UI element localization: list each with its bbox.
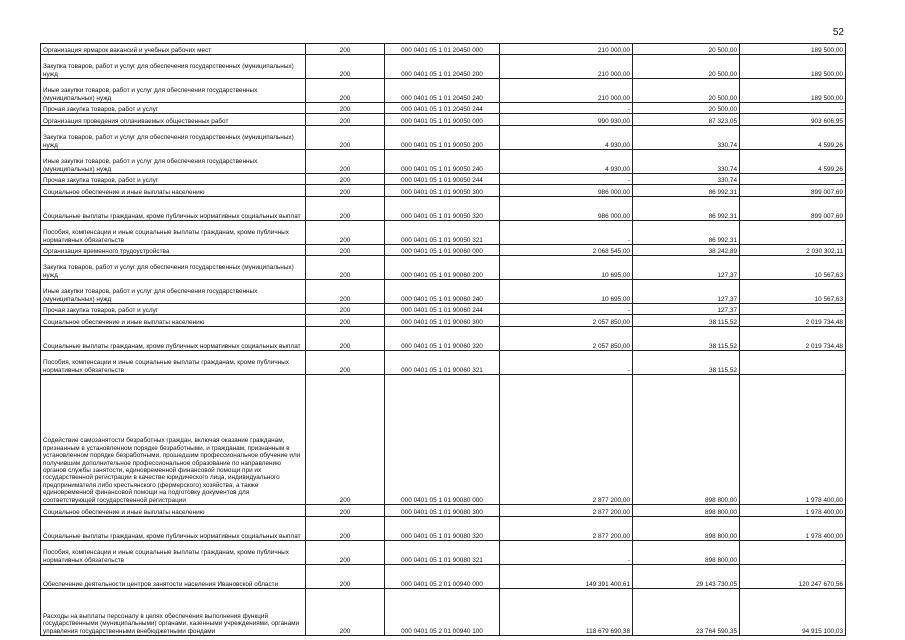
row-amount-approved: - (500, 304, 633, 315)
table-row (41, 197, 846, 221)
table-row (41, 185, 846, 197)
row-code: 200 (306, 174, 385, 185)
table-row (41, 517, 846, 541)
row-amount-remaining: 2 019 734,48 (740, 315, 846, 327)
row-classifier: 000 0401 05 1 01 90060 240 (385, 280, 500, 304)
row-classifier: 000 0401 05 1 01 90060 200 (385, 256, 500, 280)
row-amount-approved: 2 877 200,00 (500, 375, 633, 505)
row-name: Социальное обеспечение и иные выплаты населению (41, 185, 306, 197)
row-name: Организация проведения оплачиваемых общественных работ (41, 114, 306, 126)
row-code: 200 (306, 44, 385, 55)
row-amount-executed: 86 992,31 (633, 197, 740, 221)
row-classifier: 000 0401 05 1 01 20450 200 (385, 55, 500, 79)
row-name: Обеспечение деятельности центров занятости населения Ивановской области (41, 565, 306, 589)
table-row (41, 114, 846, 126)
row-amount-remaining: 189 500,00 (740, 44, 846, 55)
row-name: Пособия, компенсации и иные социальные выплаты гражданам, кроме публичных нормативных обязательств (41, 351, 306, 375)
table-row (41, 565, 846, 589)
row-amount-remaining: 903 606,95 (740, 114, 846, 126)
row-name: Социальные выплаты гражданам, кроме публичных нормативных социальных выплат (41, 197, 306, 221)
row-amount-approved: 986 000,00 (500, 197, 633, 221)
row-amount-remaining: 189 500,00 (740, 55, 846, 79)
row-code: 200 (306, 315, 385, 327)
row-amount-executed: 330,74 (633, 174, 740, 185)
row-amount-remaining: 189 500,00 (740, 79, 846, 103)
table-row (41, 55, 846, 79)
row-amount-approved: - (500, 174, 633, 185)
row-amount-approved: 149 391 400,61 (500, 565, 633, 589)
table-row (41, 174, 846, 185)
table-row (41, 245, 846, 256)
row-amount-remaining: 4 599,26 (740, 150, 846, 174)
row-code: 200 (306, 304, 385, 315)
row-name: Иные закупки товаров, работ и услуг для обеспечения государственных (муниципальных) нужд (41, 280, 306, 304)
table-row (41, 221, 846, 245)
row-amount-executed: 127,37 (633, 280, 740, 304)
row-code: 200 (306, 185, 385, 197)
row-amount-remaining: - (740, 174, 846, 185)
table-row (41, 541, 846, 565)
row-amount-executed: 38 115,52 (633, 327, 740, 351)
row-classifier: 000 0401 05 1 01 90080 300 (385, 505, 500, 517)
row-amount-approved: - (500, 221, 633, 245)
row-amount-executed: 23 764 590,35 (633, 589, 740, 636)
row-code: 200 (306, 256, 385, 280)
row-amount-remaining: 899 007,69 (740, 197, 846, 221)
row-amount-executed: 20 500,00 (633, 103, 740, 114)
row-name: Закупка товаров, работ и услуг для обеспечения государственных (муниципальных) нужд (41, 126, 306, 150)
row-amount-approved: 2 068 545,00 (500, 245, 633, 256)
row-amount-remaining: 1 978 400,00 (740, 505, 846, 517)
row-amount-approved: 210 000,00 (500, 79, 633, 103)
row-code: 200 (306, 103, 385, 114)
row-name: Закупка товаров, работ и услуг для обеспечения государственных (муниципальных) нужд (41, 55, 306, 79)
row-amount-executed: 86 992,31 (633, 185, 740, 197)
row-amount-remaining: - (740, 541, 846, 565)
row-name: Закупка товаров, работ и услуг для обеспечения государственных (муниципальных) нужд (41, 256, 306, 280)
row-code: 200 (306, 126, 385, 150)
row-amount-executed: 898 800,00 (633, 541, 740, 565)
row-name: Расходы на выплаты персоналу в целях обеспечения выполнения функций государственными (муниципальными) органами, казенными учреждениями, органами управления государственными внебюджетными фондами (41, 589, 306, 636)
table-row (41, 327, 846, 351)
row-amount-approved: 2 877 200,00 (500, 517, 633, 541)
table-row (41, 589, 846, 636)
row-amount-executed: 29 143 730,05 (633, 565, 740, 589)
row-amount-executed: 127,37 (633, 304, 740, 315)
table-row (41, 44, 846, 55)
row-classifier: 000 0401 05 1 01 90060 244 (385, 304, 500, 315)
row-code: 200 (306, 221, 385, 245)
row-amount-executed: 20 500,00 (633, 79, 740, 103)
row-amount-executed: 20 500,00 (633, 55, 740, 79)
row-code: 200 (306, 79, 385, 103)
row-name: Социальные выплаты гражданам, кроме публичных нормативных социальных выплат (41, 517, 306, 541)
row-classifier: 000 0401 05 1 01 90050 240 (385, 150, 500, 174)
row-amount-remaining: - (740, 221, 846, 245)
row-name: Организация временного трудоустройства (41, 245, 306, 256)
row-classifier: 000 0401 05 1 01 20450 000 (385, 44, 500, 55)
row-code: 200 (306, 280, 385, 304)
page-number: 52 (832, 27, 844, 38)
row-amount-executed: 87 323,05 (633, 114, 740, 126)
row-amount-executed: 20 500,00 (633, 44, 740, 55)
row-amount-remaining: - (740, 304, 846, 315)
row-code: 200 (306, 517, 385, 541)
row-amount-approved: 990 930,00 (500, 114, 633, 126)
row-amount-approved: 2 057 850,00 (500, 327, 633, 351)
row-classifier: 000 0401 05 1 01 20450 240 (385, 79, 500, 103)
row-name: Пособия, компенсации и иные социальные выплаты гражданам, кроме публичных нормативных обязательств (41, 221, 306, 245)
row-name: Иные закупки товаров, работ и услуг для обеспечения государственных (муниципальных) нужд (41, 150, 306, 174)
row-classifier: 000 0401 05 1 01 90050 244 (385, 174, 500, 185)
row-name: Пособия, компенсации и иные социальные выплаты гражданам, кроме публичных нормативных обязательств (41, 541, 306, 565)
row-amount-executed: 898 800,00 (633, 375, 740, 505)
row-classifier: 000 0401 05 1 01 90050 200 (385, 126, 500, 150)
row-name: Содействие самозанятости безработных граждан, включая оказание гражданам, признанным в установленном порядке безработными, и гражданам, признанным в установленном порядке безработными, прошедшим профессиональное обучение или получившим дополнительное профессиональное образование по направлению органов службы занятости, единовременной финансовой помощи при их государственной регистрации в качестве юридического лица, индивидуального предпринимателя либо крестьянского (фермерского) хозяйства, а также единовременной финансовой помощи на подготовку документов для соответствующей государственной регистрации (41, 375, 306, 505)
row-name: Социальные выплаты гражданам, кроме публичных нормативных социальных выплат (41, 327, 306, 351)
row-amount-remaining: 2 030 302,11 (740, 245, 846, 256)
row-amount-approved: - (500, 541, 633, 565)
row-classifier: 000 0401 05 2 01 00940 000 (385, 565, 500, 589)
row-code: 200 (306, 541, 385, 565)
row-classifier: 000 0401 05 1 01 90060 320 (385, 327, 500, 351)
row-amount-remaining: 94 915 100,03 (740, 589, 846, 636)
row-code: 200 (306, 327, 385, 351)
row-code: 200 (306, 589, 385, 636)
table-row (41, 79, 846, 103)
row-code: 200 (306, 505, 385, 517)
table-row (41, 256, 846, 280)
row-classifier: 000 0401 05 1 01 20450 244 (385, 103, 500, 114)
row-classifier: 000 0401 05 1 01 90050 000 (385, 114, 500, 126)
row-amount-remaining: 120 247 670,56 (740, 565, 846, 589)
row-amount-remaining: 1 978 400,00 (740, 375, 846, 505)
row-name: Организация ярмарок вакансий и учебных рабочих мест (41, 44, 306, 55)
row-amount-remaining: 899 007,69 (740, 185, 846, 197)
table-row (41, 280, 846, 304)
row-code: 200 (306, 150, 385, 174)
row-amount-approved: 4 930,00 (500, 126, 633, 150)
table-row (41, 150, 846, 174)
row-amount-remaining: 1 978 400,00 (740, 517, 846, 541)
row-code: 200 (306, 55, 385, 79)
row-code: 200 (306, 245, 385, 256)
row-code: 200 (306, 114, 385, 126)
table-row (41, 126, 846, 150)
row-name: Социальное обеспечение и иные выплаты населению (41, 315, 306, 327)
row-amount-remaining: 4 599,26 (740, 126, 846, 150)
row-amount-approved: 210 000,00 (500, 55, 633, 79)
row-amount-approved: - (500, 351, 633, 375)
table-row (41, 505, 846, 517)
row-amount-approved: 4 930,00 (500, 150, 633, 174)
row-amount-approved: 210 000,00 (500, 44, 633, 55)
row-classifier: 000 0401 05 1 01 90060 000 (385, 245, 500, 256)
row-amount-executed: 127,37 (633, 256, 740, 280)
row-name: Прочая закупка товаров, работ и услуг (41, 103, 306, 114)
row-code: 200 (306, 375, 385, 505)
row-name: Прочая закупка товаров, работ и услуг (41, 174, 306, 185)
row-amount-executed: 898 800,00 (633, 505, 740, 517)
row-classifier: 000 0401 05 1 01 90060 300 (385, 315, 500, 327)
row-amount-approved: 2 057 850,00 (500, 315, 633, 327)
row-code: 200 (306, 197, 385, 221)
table-row (41, 315, 846, 327)
row-amount-remaining: 10 567,63 (740, 280, 846, 304)
row-code: 200 (306, 351, 385, 375)
row-amount-executed: 330,74 (633, 150, 740, 174)
row-amount-remaining: - (740, 103, 846, 114)
budget-table (40, 43, 846, 636)
row-classifier: 000 0401 05 1 01 90080 320 (385, 517, 500, 541)
row-amount-approved: 986 000,00 (500, 185, 633, 197)
row-classifier: 000 0401 05 1 01 90080 321 (385, 541, 500, 565)
row-amount-remaining: - (740, 351, 846, 375)
row-classifier: 000 0401 05 2 01 00940 100 (385, 589, 500, 636)
row-amount-approved: 2 877 200,00 (500, 505, 633, 517)
row-name: Социальное обеспечение и иные выплаты населению (41, 505, 306, 517)
row-amount-remaining: 2 019 734,48 (740, 327, 846, 351)
table-row (41, 351, 846, 375)
table-row (41, 304, 846, 315)
row-amount-approved: 10 695,00 (500, 256, 633, 280)
row-classifier: 000 0401 05 1 01 90050 321 (385, 221, 500, 245)
table-row (41, 375, 846, 505)
row-amount-approved: 10 695,00 (500, 280, 633, 304)
row-amount-executed: 38 242,89 (633, 245, 740, 256)
row-amount-approved: 118 679 690,38 (500, 589, 633, 636)
row-amount-executed: 38 115,52 (633, 351, 740, 375)
row-classifier: 000 0401 05 1 01 90050 300 (385, 185, 500, 197)
row-amount-executed: 898 800,00 (633, 517, 740, 541)
row-name: Прочая закупка товаров, работ и услуг (41, 304, 306, 315)
row-code: 200 (306, 565, 385, 589)
row-amount-remaining: 10 567,63 (740, 256, 846, 280)
row-name: Иные закупки товаров, работ и услуг для обеспечения государственных (муниципальных) нужд (41, 79, 306, 103)
row-amount-executed: 38 115,52 (633, 315, 740, 327)
table-row (41, 103, 846, 114)
row-classifier: 000 0401 05 1 01 90080 000 (385, 375, 500, 505)
row-classifier: 000 0401 05 1 01 90050 320 (385, 197, 500, 221)
row-classifier: 000 0401 05 1 01 90060 321 (385, 351, 500, 375)
row-amount-executed: 330,74 (633, 126, 740, 150)
row-amount-executed: 86 992,31 (633, 221, 740, 245)
row-amount-approved: - (500, 103, 633, 114)
